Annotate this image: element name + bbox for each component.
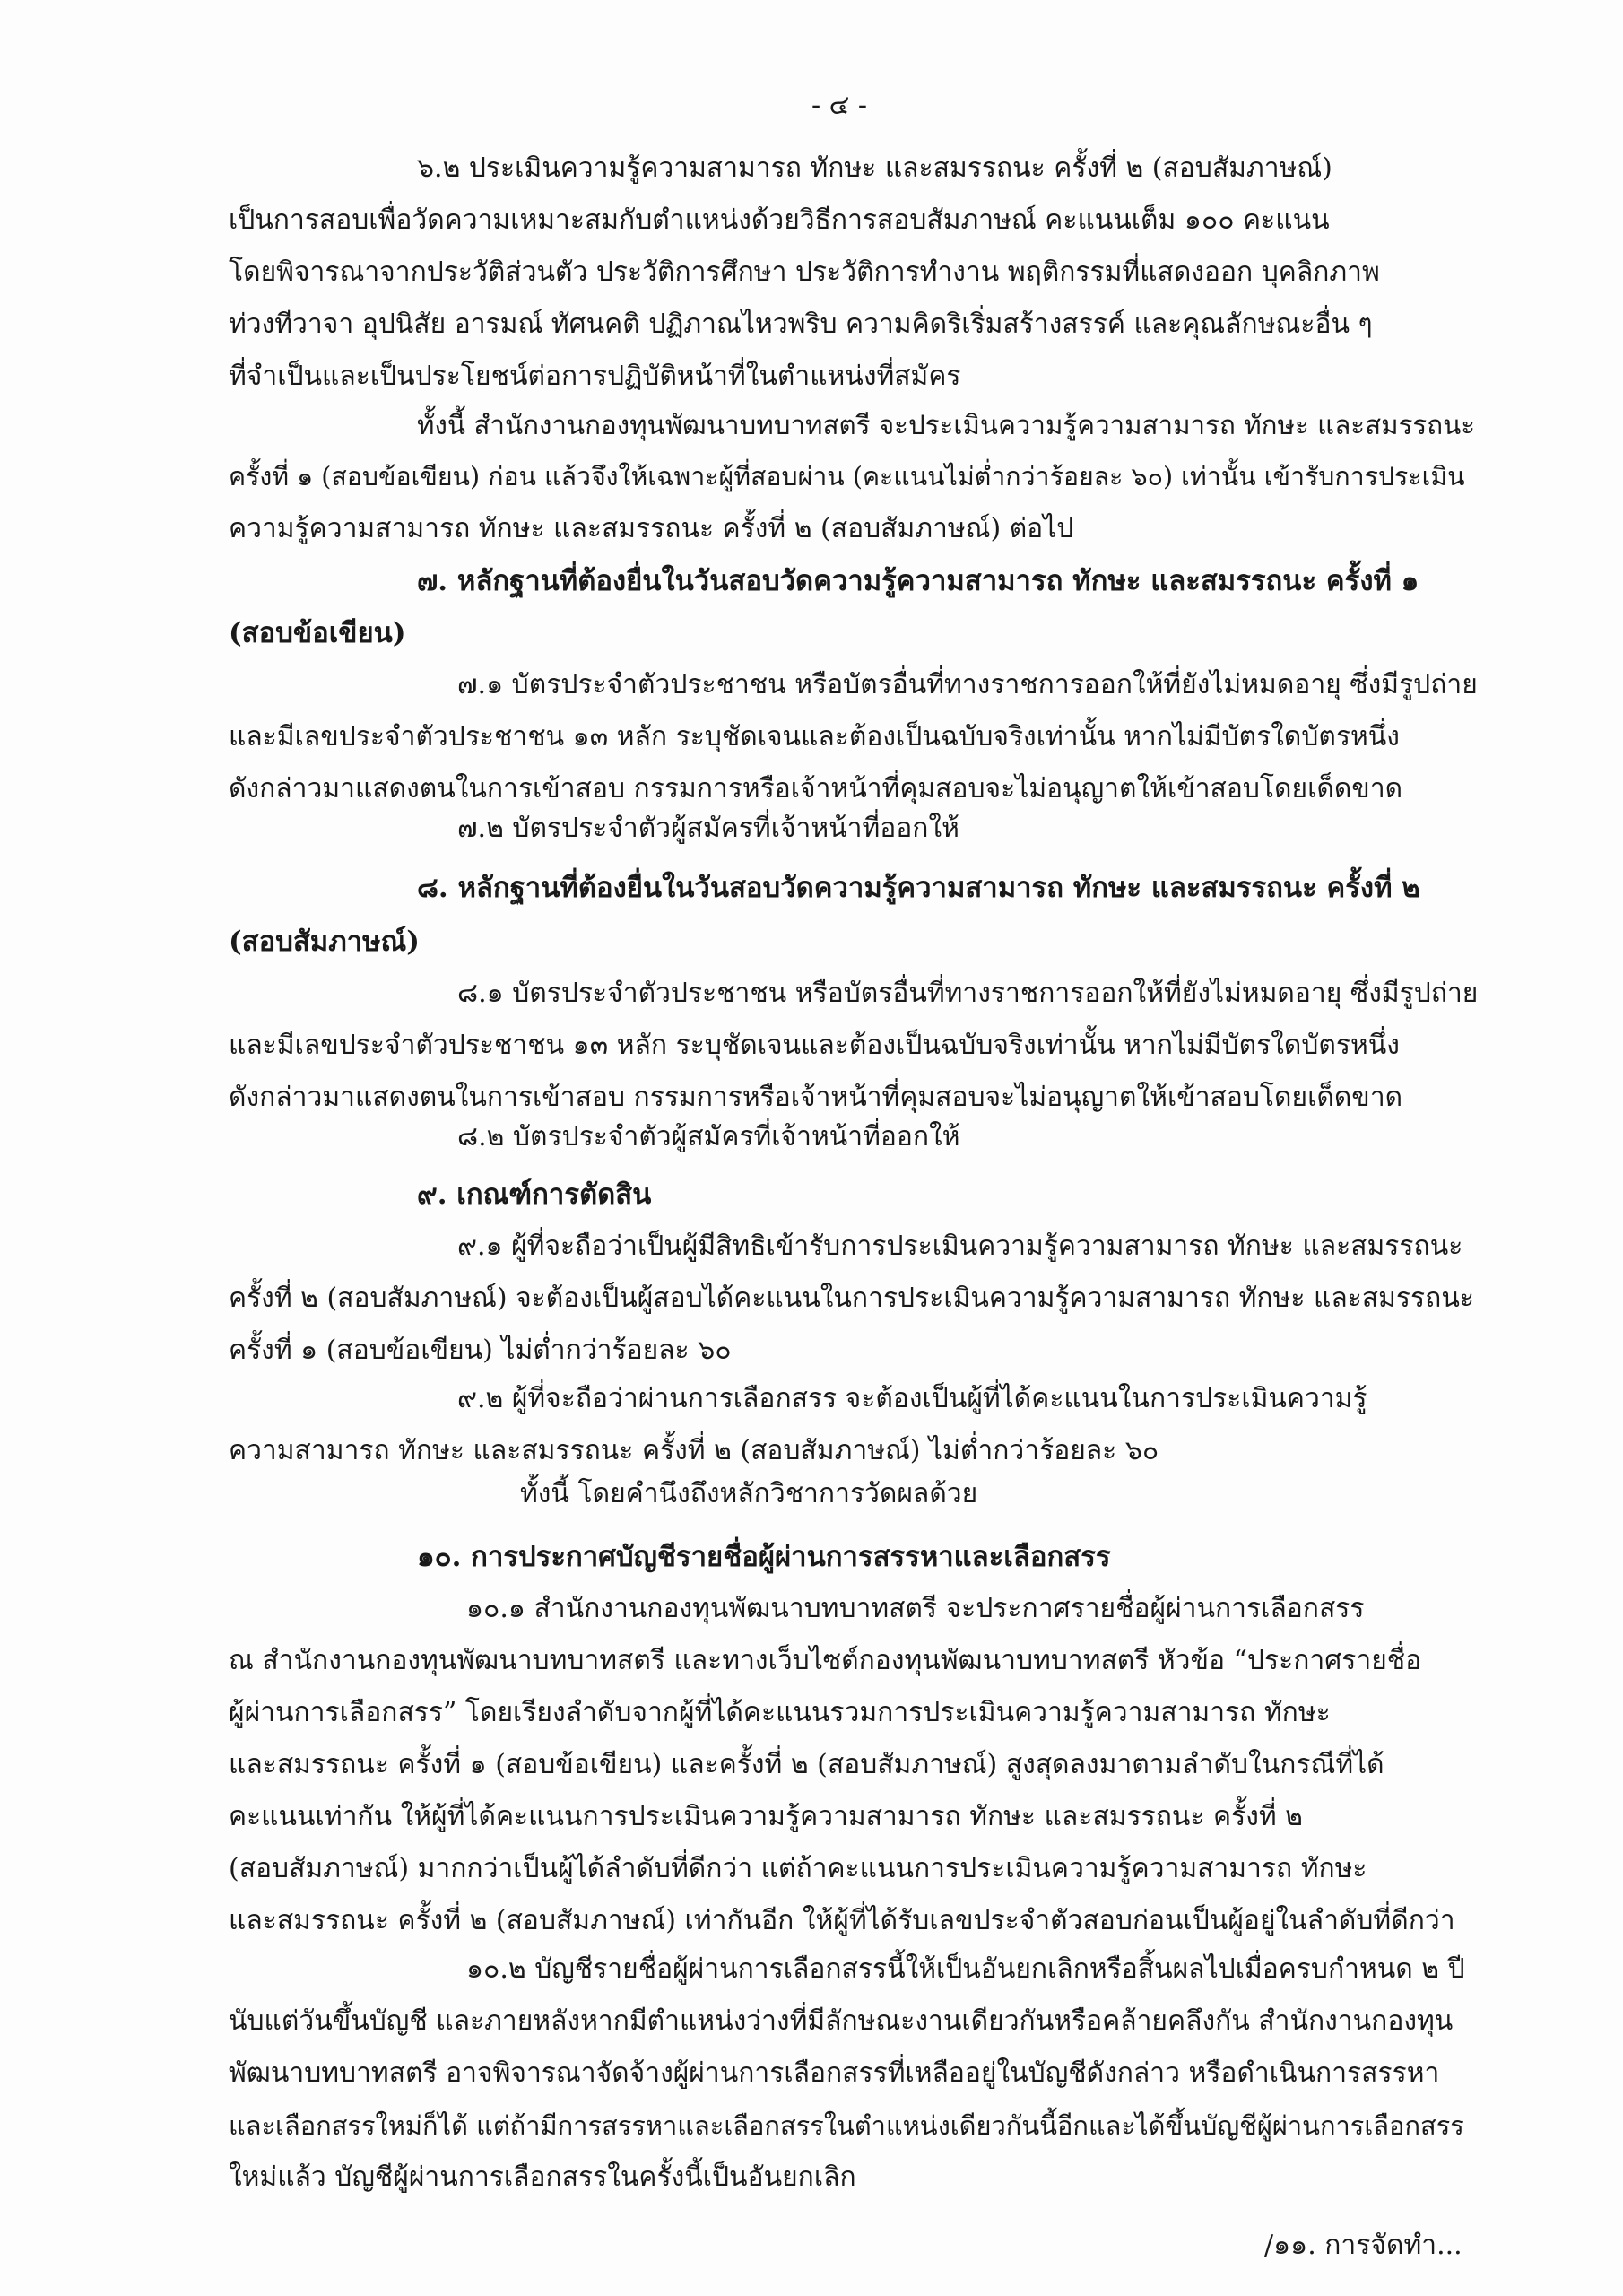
paragraph-6-2-line: ท่วงทีวาจา อุปนิสัย อารมณ์ ทัศนคติ ปฏิภาณไหวพริบ ความคิดริเริ่มสร้างสรรค์ และคุณลักษณะอื่น ๆ (229, 309, 1373, 340)
section-10-line: และสมรรถนะ ครั้งที่ ๒ (สอบสัมภาษณ์) เท่ากันอีก ให้ผู้ที่ได้รับเลขประจำตัวสอบก่อนเป็นผู้อยู่ในลำดับที่ดีกว่า (229, 1905, 1455, 1936)
section-9-line: ความสามารถ ทักษะ และสมรรถนะ ครั้งที่ ๒ (สอบสัมภาษณ์) ไม่ต่ำกว่าร้อยละ ๖๐ (229, 1435, 1159, 1466)
paragraph-6-2-line: ครั้งที่ ๑ (สอบข้อเขียน) ก่อน แล้วจึงให้เฉพาะผู้ที่สอบผ่าน (คะแนนไม่ต่ำกว่าร้อยละ ๖๐) เท่านั้น เข้ารับการประเมิน (229, 462, 1465, 491)
section-7-line: ๗.๒ บัตรประจำตัวผู้สมัครที่เจ้าหน้าที่ออกให้ (457, 813, 959, 844)
continuation-note: /๑๑. การจัดทำ... (1264, 2230, 1462, 2261)
page-number: - ๔ - (812, 90, 868, 121)
section-10-line: (สอบสัมภาษณ์) มากกว่าเป็นผู้ได้ลำดับที่ดีกว่า แต่ถ้าคะแนนการประเมินความรู้ความสามารถ ทักษะ (229, 1853, 1367, 1884)
section-10-line: ๑๐.๑ สำนักงานกองทุนพัฒนาบทบาทสตรี จะประกาศรายชื่อผู้ผ่านการเลือกสรร (466, 1593, 1365, 1624)
paragraph-6-2-line: ความรู้ความสามารถ ทักษะ และสมรรถนะ ครั้งที่ ๒ (สอบสัมภาษณ์) ต่อไป (229, 513, 1074, 544)
section-10-heading: ๑๐. การประกาศบัญชีรายชื่อผู้ผ่านการสรรหาและเลือกสรร (417, 1541, 1111, 1573)
section-8-line: ๘.๒ บัตรประจำตัวผู้สมัครที่เจ้าหน้าที่ออกให้ (457, 1121, 960, 1152)
section-9-line: ครั้งที่ ๒ (สอบสัมภาษณ์) จะต้องเป็นผู้สอบได้คะแนนในการประเมินความรู้ความสามารถ ทักษะ และสมรรถนะ (229, 1283, 1474, 1314)
section-10-line: นับแต่วันขึ้นบัญชี และภายหลังหากมีตำแหน่งว่างที่มีลักษณะงานเดียวกันหรือคล้ายคลึงกัน สำนักงานกองทุน (229, 2005, 1454, 2037)
paragraph-6-2-line: ที่จำเป็นและเป็นประโยชน์ต่อการปฏิบัติหน้าที่ในตำแหน่งที่สมัคร (229, 361, 961, 392)
section-7-heading: (สอบข้อเขียน) (229, 617, 406, 649)
section-9-line: ๙.๒ ผู้ที่จะถือว่าผ่านการเลือกสรร จะต้องเป็นผู้ที่ได้คะแนนในการประเมินความรู้ (457, 1383, 1367, 1414)
section-8-line: และมีเลขประจำตัวประชาชน ๑๓ หลัก ระบุชัดเจนและต้องเป็นฉบับจริงเท่านั้น หากไม่มีบัตรใดบัตรหนึ่ง (229, 1030, 1400, 1061)
section-8-line: ดังกล่าวมาแสดงตนในการเข้าสอบ กรรมการหรือเจ้าหน้าที่คุมสอบจะไม่อนุญาตให้เข้าสอบโดยเด็ดขาด (229, 1082, 1403, 1113)
section-7-line: ๗.๑ บัตรประจำตัวประชาชน หรือบัตรอื่นที่ทางราชการออกให้ที่ยังไม่หมดอายุ ซึ่งมีรูปถ่าย (457, 669, 1478, 700)
section-10-line: พัฒนาบทบาทสตรี อาจพิจารณาจัดจ้างผู้ผ่านการเลือกสรรที่เหลืออยู่ในบัญชีดังกล่าว หรือดำเนินการสรรหา (229, 2057, 1440, 2089)
section-7-line: ดังกล่าวมาแสดงตนในการเข้าสอบ กรรมการหรือเจ้าหน้าที่คุมสอบจะไม่อนุญาตให้เข้าสอบโดยเด็ดขาด (229, 773, 1403, 804)
section-9-heading: ๙. เกณฑ์การตัดสิน (417, 1178, 652, 1211)
section-9-line: ๙.๑ ผู้ที่จะถือว่าเป็นผู้มีสิทธิเข้ารับการประเมินความรู้ความสามารถ ทักษะ และสมรรถนะ (457, 1231, 1463, 1262)
section-10-line: ๑๐.๒ บัญชีรายชื่อผู้ผ่านการเลือกสรรนี้ให้เป็นอันยกเลิกหรือสิ้นผลไปเมื่อครบกำหนด ๒ ปี (466, 1953, 1465, 1985)
paragraph-6-2-line: โดยพิจารณาจากประวัติส่วนตัว ประวัติการศึกษา ประวัติการทำงาน พฤติกรรมที่แสดงออก บุคลิกภาพ (229, 257, 1380, 288)
section-7-line: และมีเลขประจำตัวประชาชน ๑๓ หลัก ระบุชัดเจนและต้องเป็นฉบับจริงเท่านั้น หากไม่มีบัตรใดบัตรหนึ่ง (229, 721, 1400, 752)
section-9-line: ครั้งที่ ๑ (สอบข้อเขียน) ไม่ต่ำกว่าร้อยละ ๖๐ (229, 1335, 732, 1366)
section-10-line: คะแนนเท่ากัน ให้ผู้ที่ได้คะแนนการประเมินความรู้ความสามารถ ทักษะ และสมรรถนะ ครั้งที่ ๒ (229, 1801, 1303, 1832)
paragraph-6-2-line: ๖.๒ ประเมินความรู้ความสามารถ ทักษะ และสมรรถนะ ครั้งที่ ๒ (สอบสัมภาษณ์) (417, 152, 1332, 184)
section-10-line: ผู้ผ่านการเลือกสรร” โดยเรียงลำดับจากผู้ที่ได้คะแนนรวมการประเมินความรู้ความสามารถ ทักษะ (229, 1697, 1331, 1728)
section-9-line: ทั้งนี้ โดยคำนึงถึงหลักวิชาการวัดผลด้วย (520, 1478, 978, 1509)
section-10-line: และสมรรถนะ ครั้งที่ ๑ (สอบข้อเขียน) และครั้งที่ ๒ (สอบสัมภาษณ์) สูงสุดลงมาตามลำดับในกรณีที่ได้ (229, 1749, 1384, 1780)
section-10-line: ณ สำนักงานกองทุนพัฒนาบทบาทสตรี และทางเว็บไซต์กองทุนพัฒนาบทบาทสตรี หัวข้อ “ประกาศรายชื่อ (229, 1645, 1422, 1676)
section-7-heading: ๗. หลักฐานที่ต้องยื่นในวันสอบวัดความรู้ความสามารถ ทักษะ และสมรรถนะ ครั้งที่ ๑ (417, 565, 1419, 597)
section-10-line: และเลือกสรรใหม่ก็ได้ แต่ถ้ามีการสรรหาและเลือกสรรในตำแหน่งเดียวกันนี้อีกและได้ขึ้นบัญชีผู้ผ่านการเลือกสรร (229, 2110, 1464, 2141)
section-8-heading: ๘. หลักฐานที่ต้องยื่นในวันสอบวัดความรู้ความสามารถ ทักษะ และสมรรถนะ ครั้งที่ ๒ (417, 872, 1420, 904)
section-10-line: ใหม่แล้ว บัญชีผู้ผ่านการเลือกสรรในครั้งนี้เป็นอันยกเลิก (229, 2161, 856, 2193)
section-8-heading: (สอบสัมภาษณ์) (229, 926, 420, 958)
paragraph-6-2-line: ทั้งนี้ สำนักงานกองทุนพัฒนาบทบาทสตรี จะประเมินความรู้ความสามารถ ทักษะ และสมรรถนะ (417, 410, 1476, 440)
section-8-line: ๘.๑ บัตรประจำตัวประชาชน หรือบัตรอื่นที่ทางราชการออกให้ที่ยังไม่หมดอายุ ซึ่งมีรูปถ่าย (457, 978, 1479, 1009)
paragraph-6-2-line: เป็นการสอบเพื่อวัดความเหมาะสมกับตำแหน่งด้วยวิธีการสอบสัมภาษณ์ คะแนนเต็ม ๑๐๐ คะแนน (229, 204, 1330, 236)
